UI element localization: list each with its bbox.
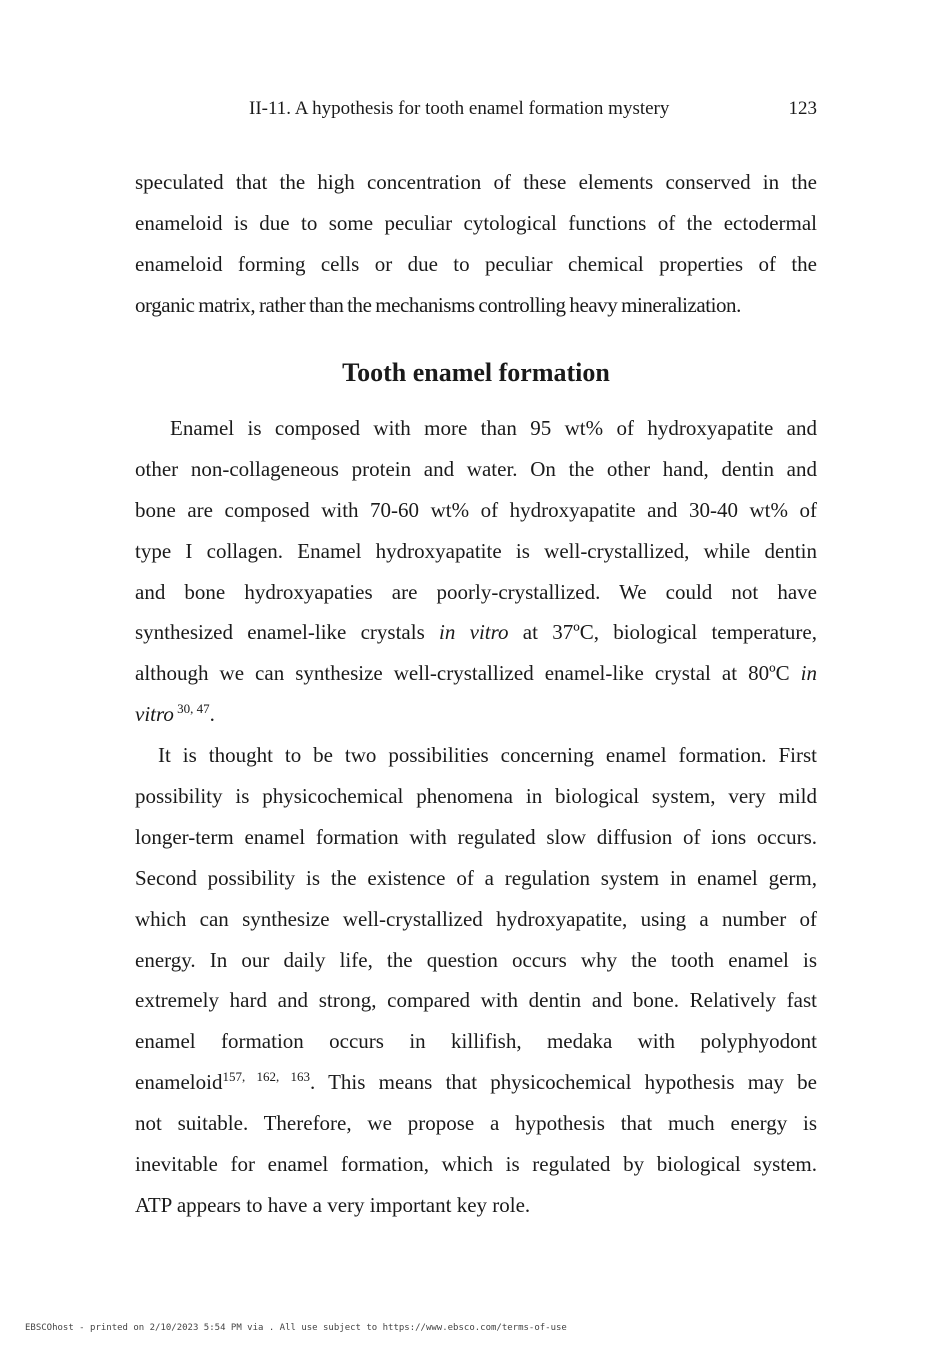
text-span: . This means that physicochemical hypothesis may be bbox=[309, 1070, 817, 1095]
text-span: synthesized enamel-like crystals bbox=[135, 620, 440, 645]
text-line: speculated that the high concentration of these elements conserved in the bbox=[135, 170, 817, 194]
text-line: energy. In our daily life, the question occurs why the tooth enamel is bbox=[135, 947, 817, 972]
text-span: . bbox=[209, 702, 215, 727]
text-line: longer-term enamel formation with regulated slow diffusion of ions occurs. bbox=[135, 824, 817, 849]
italic-term: vitro bbox=[135, 702, 174, 727]
text-line: It is thought to be two possibilities concerning enamel formation. First bbox=[158, 743, 817, 768]
text-line bbox=[135, 653, 817, 694]
page-number: 123 bbox=[788, 98, 817, 119]
text-line: extremely hard and strong, compared with dentin and bone. Relatively fast bbox=[135, 988, 817, 1013]
text-line: and bone hydroxyapaties are poorly-crystallized. We could not have bbox=[135, 579, 817, 604]
text-line: enameloid is due to some peculiar cytological functions of the ectodermal bbox=[135, 210, 817, 235]
text-line: possibility is physicochemical phenomena in biological system, very mild bbox=[135, 784, 817, 809]
text-line: organic matrix, rather than the mechanisms controlling heavy mineralization. bbox=[135, 292, 741, 317]
running-head bbox=[249, 96, 817, 122]
text-line: bone are composed with 70-60 wt% of hydroxyapatite and 30-40 wt% of bbox=[135, 497, 817, 522]
running-head-title: II-11. A hypothesis for tooth enamel formation mystery bbox=[249, 98, 670, 119]
text-line: which can synthesize well-crystallized hydroxyapatite, using a number of bbox=[135, 906, 817, 931]
text-line: Second possibility is the existence of a regulation system in enamel germ, bbox=[135, 865, 817, 890]
text-line: enameloid forming cells or due to peculiar chemical properties of the bbox=[135, 251, 817, 276]
text-line bbox=[135, 612, 817, 653]
text-span: at 37ºC, biological temperature, bbox=[508, 620, 817, 645]
text-line bbox=[135, 1062, 817, 1103]
text-span: although we can synthesize well-crystallized enamel-like crystal at 80ºC bbox=[135, 661, 801, 686]
text-line: Enamel is composed with more than 95 wt% of hydroxyapatite and bbox=[170, 416, 817, 440]
ebsco-footer: EBSCOhost - printed on 2/10/2023 5:54 PM via . All use subject to https://www.ebsco.com/terms-of-use bbox=[25, 1323, 567, 1333]
text-line: not suitable. Therefore, we propose a hypothesis that much energy is bbox=[135, 1111, 817, 1136]
text-line: other non-collageneous protein and water. On the other hand, dentin and bbox=[135, 456, 817, 481]
text-line: inevitable for enamel formation, which is regulated by biological system. bbox=[135, 1152, 817, 1177]
text-line: type I collagen. Enamel hydroxyapatite is well-crystallized, while dentin bbox=[135, 538, 817, 563]
italic-term: in vitro bbox=[439, 620, 509, 645]
text-line bbox=[135, 694, 817, 735]
enamel-composition-paragraph bbox=[135, 408, 817, 1226]
italic-term: in bbox=[800, 661, 817, 686]
citation-superscript: 157, 162, 163 bbox=[222, 1069, 310, 1085]
text-line: ATP appears to have a very important key role. bbox=[135, 1192, 531, 1217]
text-line: enamel formation occurs in killifish, medaka with polyphyodont bbox=[135, 1029, 817, 1054]
citation-superscript: 30, 47 bbox=[173, 701, 210, 717]
intro-paragraph bbox=[135, 162, 817, 326]
text-span: enameloid bbox=[135, 1070, 223, 1095]
section-heading: Tooth enamel formation bbox=[342, 358, 610, 387]
